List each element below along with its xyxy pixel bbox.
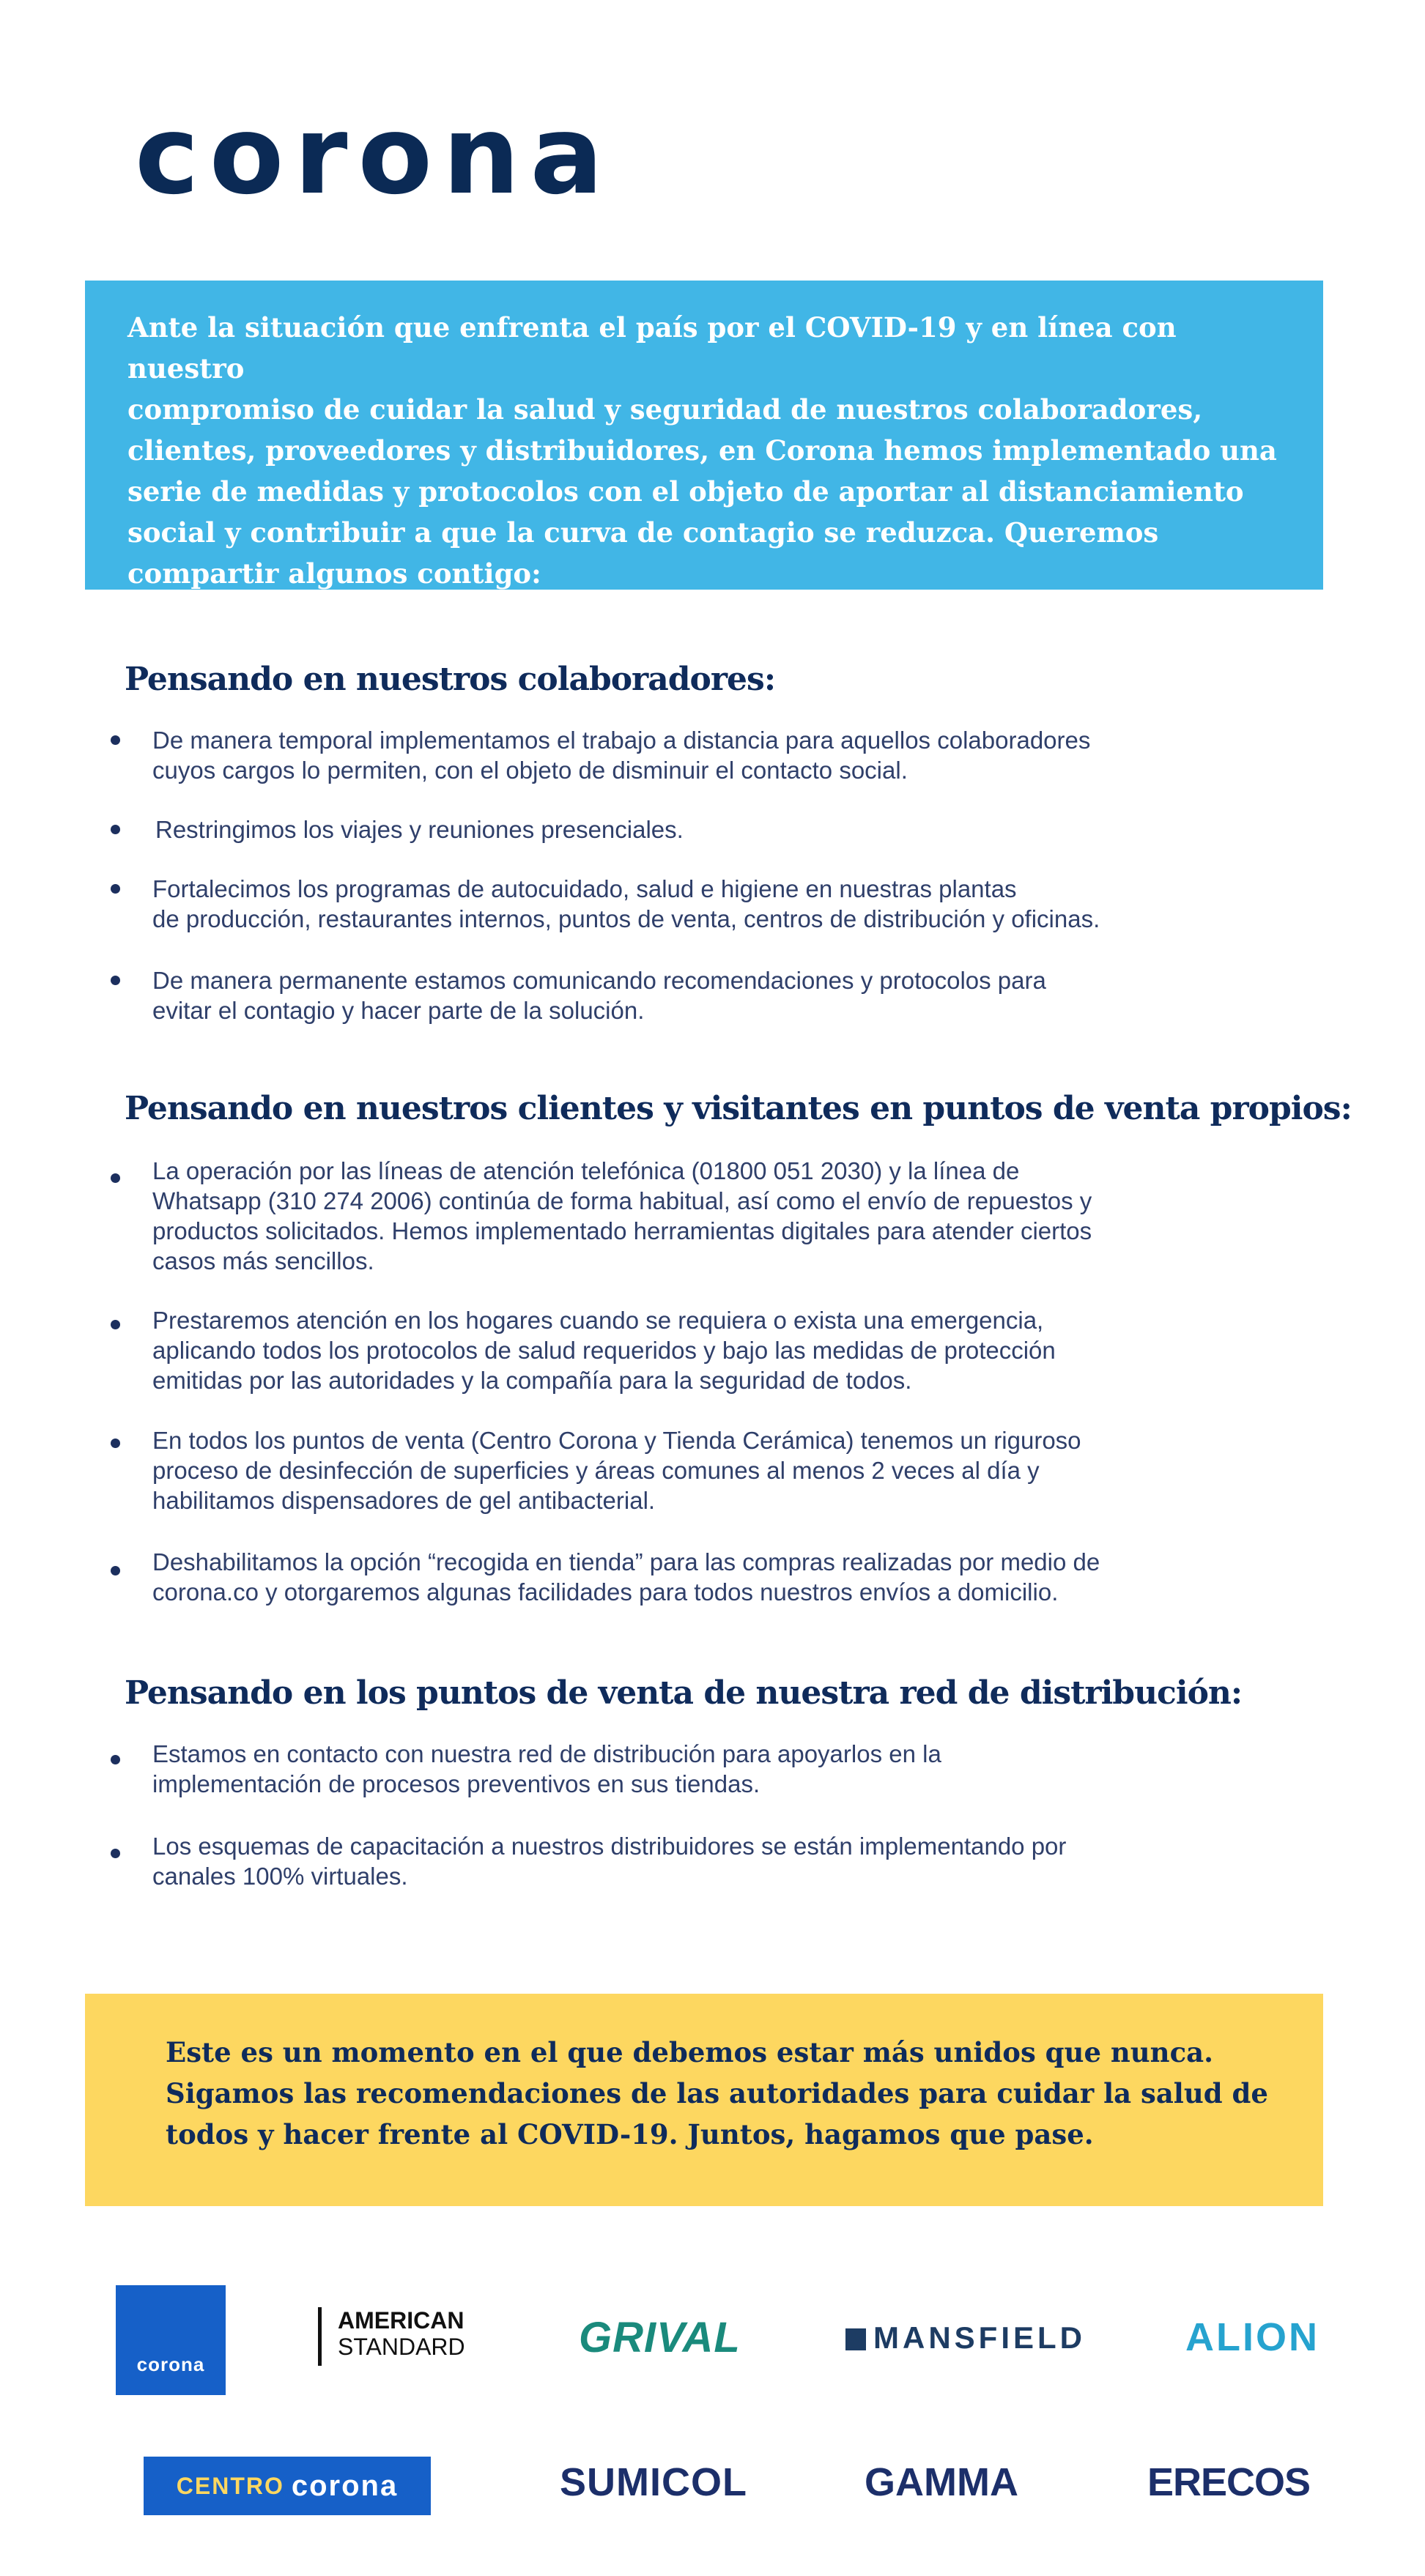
list-item-line: canales 100% virtuales. (152, 1863, 408, 1890)
bullet-dot (111, 1173, 120, 1183)
list-item-line: cuyos cargos lo permiten, con el objeto de disminuir el contacto social. (152, 757, 908, 784)
list-item-line: evitar el contagio y hacer parte de la solución. (152, 997, 645, 1024)
list-item-line: De manera temporal implementamos el trabajo a distancia para aquellos colaboradores (152, 727, 1091, 754)
list-item-line: Los esquemas de capacitación a nuestros distribuidores se están implementando por (152, 1833, 1067, 1860)
intro-text (127, 307, 1279, 594)
closing-text (166, 2032, 1279, 2155)
bullet-dot (111, 884, 120, 894)
intro-line: Ante la situación que enfrenta el país por el COVID-19 y en línea con nuestro (127, 311, 1177, 385)
list-item-line: implementación de procesos preventivos en sus tiendas. (152, 1770, 760, 1797)
list-item-line: Restringimos los viajes y reuniones presenciales. (155, 816, 684, 843)
brand-sumicol-logo: SUMICOL (560, 2460, 747, 2504)
bullet-dot (111, 1439, 120, 1448)
list-item-line: Prestaremos atención en los hogares cuando se requiera o exista una emergencia, (152, 1307, 1044, 1334)
bullet-dot (111, 1566, 120, 1575)
bullet-dot (111, 735, 120, 745)
list-item-line: emitidas por las autoridades y la compañía para la seguridad de todos. (152, 1367, 912, 1394)
brand-centro-corona-logo (144, 2457, 431, 2515)
bullet-dot (111, 976, 120, 985)
intro-line: social y contribuir a que la curva de contagio se reduzca. Queremos (127, 516, 1159, 549)
corona-logo: corona (135, 92, 614, 218)
list-item-line: aplicando todos los protocolos de salud requeridos y bajo las medidas de protección (152, 1337, 1056, 1364)
list-item-line: La operación por las líneas de atención telefónica (01800 051 2030) y la línea de (152, 1157, 1020, 1184)
bullet-dot (111, 1755, 120, 1764)
brand-mansfield-logo (845, 2320, 1086, 2356)
list-item-line: De manera permanente estamos comunicando recomendaciones y protocolos para (152, 967, 1046, 994)
bullet-dot (111, 1849, 120, 1858)
brand-alion-logo: ALION (1185, 2315, 1319, 2359)
brand-american-standard-logo (318, 2307, 465, 2366)
brand-american-line2: STANDARD (338, 2334, 465, 2360)
list-item-line: proceso de desinfección de superficies y áreas comunes al menos 2 veces al día y (152, 1457, 1040, 1484)
closing-line: Sigamos las recomendaciones de las autoridades para cuidar la salud de (166, 2077, 1268, 2109)
brand-corona-label: corona (136, 2353, 205, 2375)
brand-gamma-logo: GAMMA (865, 2460, 1018, 2504)
brand-american-line1: AMERICAN (338, 2307, 464, 2334)
mansfield-mark-icon (845, 2328, 866, 2350)
list-item-line: Deshabilitamos la opción “recogida en tienda” para las compras realizadas por medio de (152, 1548, 1100, 1575)
brand-mansfield-label: MANSFIELD (873, 2320, 1086, 2355)
brand-centro-label: CENTRO (176, 2472, 284, 2499)
closing-line: todos y hacer frente al COVID-19. Juntos, hagamos que pase. (166, 2118, 1094, 2150)
list-item-line: habilitamos dispensadores de gel antibacterial. (152, 1487, 656, 1514)
list-item-line: Fortalecimos los programas de autocuidado, salud e higiene en nuestras plantas (152, 875, 1017, 902)
list-item-line: de producción, restaurantes internos, puntos de venta, centros de distribución y oficinas. (152, 905, 1100, 932)
intro-line: clientes, proveedores y distribuidores, en Corona hemos implementado una (127, 434, 1277, 467)
bullet-dot (111, 1320, 120, 1329)
brand-grival-logo: GRIVAL (579, 2314, 741, 2361)
list-item-line: casos más sencillos. (152, 1247, 374, 1274)
closing-box (85, 1994, 1323, 2206)
list-item-line: Estamos en contacto con nuestra red de distribución para apoyarlos en la (152, 1740, 941, 1767)
section-title-distribucion: Pensando en los puntos de venta de nuestra red de distribución: (125, 1674, 1243, 1712)
section-title-colaboradores: Pensando en nuestros colaboradores: (125, 661, 776, 698)
brand-erecos-logo: ERECOS (1147, 2460, 1311, 2504)
intro-line: serie de medidas y protocolos con el objeto de aportar al distanciamiento (127, 475, 1244, 508)
bullet-dot (111, 825, 120, 834)
intro-line: compromiso de cuidar la salud y seguridad de nuestros colaboradores, (127, 393, 1203, 426)
brand-centro-corona-label: corona (291, 2469, 399, 2502)
intro-line: compartir algunos contigo: (127, 557, 541, 590)
list-item-line: Whatsapp (310 274 2006) continúa de forma habitual, así como el envío de repuestos y (152, 1187, 1092, 1214)
list-item-line: corona.co y otorgaremos algunas facilidades para todos nuestros envíos a domicilio. (152, 1578, 1059, 1606)
brand-corona-logo (116, 2285, 226, 2395)
intro-box (85, 281, 1323, 590)
closing-line: Este es un momento en el que debemos estar más unidos que nunca. (166, 2036, 1213, 2068)
list-item-line: productos solicitados. Hemos implementado herramientas digitales para atender ciertos (152, 1217, 1092, 1244)
list-item-line: En todos los puntos de venta (Centro Corona y Tienda Cerámica) tenemos un riguroso (152, 1427, 1081, 1454)
section-title-clientes: Pensando en nuestros clientes y visitantes en puntos de venta propios: (125, 1090, 1352, 1127)
